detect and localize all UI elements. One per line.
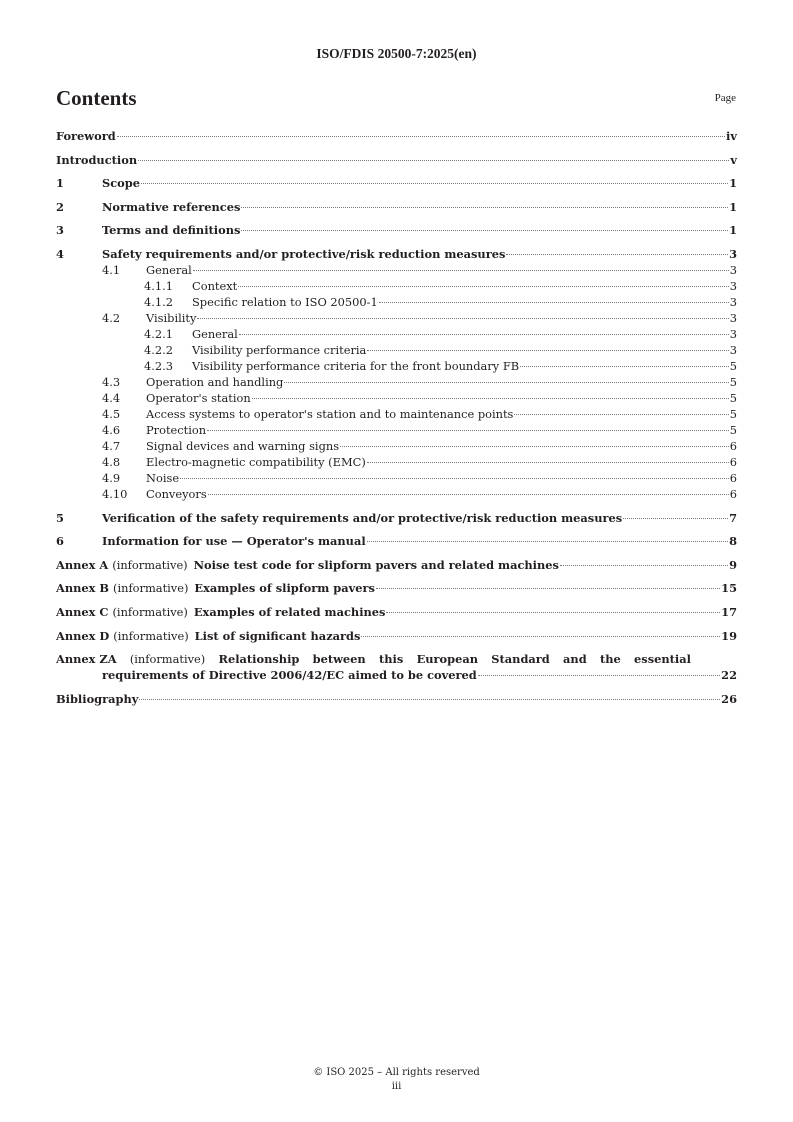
- toc-number: 4.3: [102, 374, 121, 389]
- toc-entry-clause-5[interactable]: [56, 510, 737, 526]
- toc-title: Electro-magnetic compatibility (EMC): [146, 454, 366, 469]
- annex-label: Annex B: [56, 581, 110, 596]
- toc-number: 4.10: [102, 486, 128, 501]
- dot-leader: [180, 478, 729, 479]
- toc-page: 17: [721, 604, 737, 619]
- toc-number: 6: [56, 534, 64, 549]
- dot-leader: [560, 565, 728, 566]
- toc-title: Terms and definitions: [102, 223, 241, 238]
- toc-title: Safety requirements and/or protective/risk reduction measures: [102, 246, 506, 261]
- toc-entry-clause-4[interactable]: [56, 246, 737, 262]
- toc-title: General: [146, 262, 192, 277]
- contents-heading: Contents: [56, 86, 137, 110]
- dot-leader: [514, 414, 728, 415]
- dot-leader: [207, 430, 729, 431]
- toc-title: requirements of Directive 2006/42/EC aimed to be covered: [102, 668, 477, 683]
- page-number: iii: [391, 1081, 402, 1092]
- toc-entry-4-9[interactable]: [56, 470, 737, 486]
- title-word: Relationship: [218, 652, 300, 667]
- dot-leader: [361, 636, 720, 637]
- toc-page: 6: [729, 470, 737, 485]
- toc-page: 3: [729, 342, 737, 357]
- toc-title: Visibility performance criteria for the front boundary FB: [192, 358, 520, 373]
- toc-page: 6: [729, 438, 737, 453]
- dot-leader: [239, 334, 729, 335]
- annex-label: Annex A: [56, 557, 109, 572]
- dot-leader: [520, 366, 729, 367]
- annex-type: (informative): [113, 581, 189, 596]
- toc-entry-foreword[interactable]: [56, 128, 737, 144]
- dot-leader: [141, 183, 728, 184]
- toc-title: Examples of related machines: [193, 604, 386, 619]
- toc-entry-annex-c[interactable]: [56, 604, 737, 620]
- toc-page: 3: [729, 310, 737, 325]
- toc-page: 15: [721, 581, 737, 596]
- toc-entry-4-2-1[interactable]: [56, 326, 737, 342]
- toc-page: 3: [729, 326, 737, 341]
- dot-leader: [478, 675, 720, 676]
- toc-number: 5: [56, 510, 64, 525]
- dot-leader: [379, 302, 729, 303]
- dot-leader: [241, 207, 728, 208]
- toc-title: Visibility performance criteria: [192, 342, 367, 357]
- dot-leader: [117, 136, 725, 137]
- toc-entry-annex-b[interactable]: [56, 580, 737, 596]
- toc-entry-4-7[interactable]: [56, 438, 737, 454]
- dot-leader: [386, 612, 720, 613]
- toc-number: 4.2.2: [144, 342, 173, 357]
- dot-leader: [376, 588, 720, 589]
- copyright-notice: © ISO 2025 – All rights reserved: [313, 1067, 480, 1078]
- toc-number: 4.1.1: [144, 278, 173, 293]
- toc-page: iv: [726, 129, 737, 143]
- toc-number: 4.1.2: [144, 294, 173, 309]
- toc-page: 9: [729, 557, 737, 572]
- toc-page: 3: [729, 262, 737, 277]
- toc-title: Protection: [146, 422, 207, 437]
- toc-page: 1: [729, 199, 737, 214]
- toc-title: Conveyors: [146, 486, 207, 501]
- dot-leader: [340, 446, 729, 447]
- toc-page: 7: [729, 510, 737, 525]
- toc-entry-4-2-2[interactable]: [56, 342, 737, 358]
- toc-entry-4-6[interactable]: [56, 422, 737, 438]
- toc-title: Verification of the safety requirements and/or protective/risk reduction measures: [102, 510, 623, 525]
- dot-leader: [367, 462, 729, 463]
- toc-title: Information for use — Operator's manual: [102, 534, 366, 549]
- annex-label: Annex ZA: [56, 652, 117, 667]
- title-word: the: [599, 652, 621, 667]
- table-of-contents: [56, 128, 737, 707]
- toc-title: List of significant hazards: [194, 628, 361, 643]
- toc-number: 1: [56, 176, 64, 191]
- annex-label: Annex D: [56, 628, 110, 643]
- toc-number: 4.9: [102, 470, 121, 485]
- toc-page: 22: [721, 668, 737, 683]
- toc-page: 1: [729, 176, 737, 191]
- document-header: ISO/FDIS 20500-7:2025(en): [316, 46, 477, 61]
- toc-page: 3: [729, 278, 737, 293]
- dot-leader: [623, 518, 728, 519]
- toc-title: Scope: [102, 176, 140, 191]
- toc-number: 4.7: [102, 438, 121, 453]
- dot-leader: [238, 286, 729, 287]
- page-footer: [0, 1066, 793, 1094]
- toc-title: General: [192, 326, 238, 341]
- toc-page: 6: [729, 454, 737, 469]
- toc-entry-clause-1[interactable]: [56, 175, 737, 191]
- toc-title: Bibliography: [56, 691, 139, 706]
- toc-number: 4.8: [102, 454, 121, 469]
- toc-entry-4-1-1[interactable]: [56, 278, 737, 294]
- toc-title: Foreword: [56, 129, 116, 143]
- title-word: between: [312, 652, 366, 667]
- toc-page: 3: [729, 294, 737, 309]
- toc-number: 4: [56, 246, 64, 261]
- toc-title: Context: [192, 278, 238, 293]
- annex-type: (informative): [112, 604, 188, 619]
- toc-page: 6: [729, 486, 737, 501]
- title-word: this: [379, 652, 404, 667]
- toc-entry-introduction[interactable]: [56, 152, 737, 168]
- toc-page: 3: [729, 246, 737, 261]
- toc-title: Noise: [146, 470, 180, 485]
- toc-number: 4.2.1: [144, 326, 173, 341]
- dot-leader: [367, 350, 728, 351]
- toc-entry-clause-6[interactable]: [56, 533, 737, 549]
- toc-entry-annex-a[interactable]: [56, 557, 737, 573]
- toc-page: 5: [729, 406, 737, 421]
- toc-entry-bibliography[interactable]: [56, 691, 737, 707]
- toc-entry-4-1-2[interactable]: [56, 294, 737, 310]
- page-column-label: Page: [714, 92, 736, 104]
- dot-leader: [367, 541, 728, 542]
- annex-za-line1: [56, 651, 737, 667]
- toc-entry-4-10[interactable]: [56, 486, 737, 502]
- toc-entry-annex-d[interactable]: [56, 628, 737, 644]
- toc-title: Visibility: [146, 310, 197, 325]
- toc-entry-4-4[interactable]: [56, 390, 737, 406]
- toc-title: Noise test code for slipform pavers and related machines: [193, 557, 559, 572]
- toc-page: 5: [729, 390, 737, 405]
- toc-title: Examples of slipform pavers: [194, 581, 375, 596]
- annex-type: (informative): [113, 628, 189, 643]
- annex-label: Annex C: [56, 604, 109, 619]
- toc-page: 5: [729, 422, 737, 437]
- toc-number: 4.2.3: [144, 358, 173, 373]
- dot-leader: [241, 230, 728, 231]
- toc-page: 5: [729, 374, 737, 389]
- toc-number: 2: [56, 199, 64, 214]
- dot-leader: [284, 382, 728, 383]
- toc-entry-clause-3[interactable]: [56, 222, 737, 238]
- toc-number: 4.2: [102, 310, 121, 325]
- toc-entry-4-3[interactable]: [56, 374, 737, 390]
- toc-title: Normative references: [102, 199, 241, 214]
- toc-page: 8: [729, 534, 737, 549]
- dot-leader: [252, 398, 729, 399]
- toc-title: Specific relation to ISO 20500-1: [192, 294, 378, 309]
- title-word: European: [416, 652, 479, 667]
- toc-number: 4.1: [102, 262, 121, 277]
- toc-number: 4.5: [102, 406, 121, 421]
- toc-entry-4-2[interactable]: [56, 310, 737, 326]
- toc-title: Signal devices and warning signs: [146, 438, 340, 453]
- toc-number: 3: [56, 223, 64, 238]
- dot-leader: [208, 494, 729, 495]
- toc-entry-4-5[interactable]: [56, 406, 737, 422]
- toc-page: 26: [721, 691, 737, 706]
- dot-leader: [197, 318, 728, 319]
- toc-page: 19: [721, 628, 737, 643]
- toc-entry-4-1[interactable]: [56, 262, 737, 278]
- toc-entry-4-2-3[interactable]: [56, 358, 737, 374]
- toc-title: Operation and handling: [146, 374, 284, 389]
- toc-page: v: [730, 152, 737, 167]
- dot-leader: [139, 699, 720, 700]
- toc-number: 4.4: [102, 390, 121, 405]
- dot-leader: [138, 160, 729, 161]
- toc-title: Access systems to operator's station and to maintenance points: [146, 406, 514, 421]
- toc-title: Operator's station: [146, 390, 251, 405]
- toc-number: 4.6: [102, 422, 121, 437]
- annex-type: (informative): [129, 652, 206, 667]
- title-word: and: [563, 652, 587, 667]
- toc-page: 1: [729, 223, 737, 238]
- toc-page: 5: [729, 358, 737, 373]
- annex-type: (informative): [112, 557, 188, 572]
- toc-title: Introduction: [56, 152, 138, 167]
- annex-za-line2: [56, 667, 737, 683]
- toc-entry-clause-2[interactable]: [56, 199, 737, 215]
- toc-entry-annex-za[interactable]: [56, 651, 737, 683]
- title-word: essential: [634, 652, 691, 667]
- dot-leader: [193, 270, 729, 271]
- title-word: Standard: [491, 652, 550, 667]
- toc-entry-4-8[interactable]: [56, 454, 737, 470]
- dot-leader: [506, 254, 728, 255]
